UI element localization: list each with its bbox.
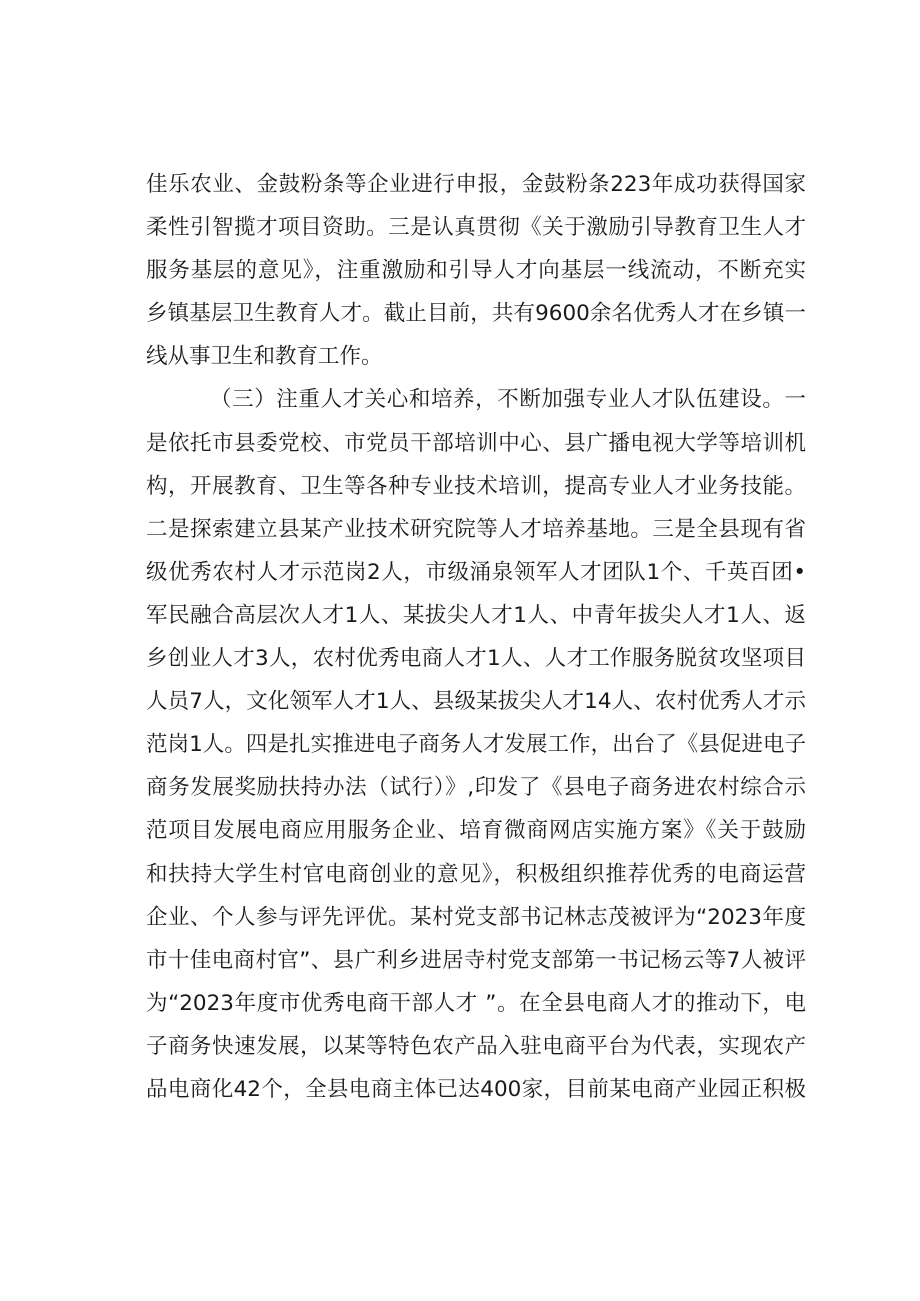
text-line: 子商务快速发展，以某等特色农产品入驻电商平台为代表，实现农产 [146, 1033, 806, 1059]
text-line: 是依托市县委党校、市党员干部培训中心、县广播电视大学等培训机 [146, 430, 806, 456]
text-line: 二是探索建立县某产业技术研究院等人才培养基地。三是全县现有省 [146, 516, 806, 542]
text-line: 佳乐农业、金鼓粉条等企业进行申报，金鼓粉条223年成功获得国家 [146, 172, 806, 197]
text-line: 为“2023年度市优秀电商干部人才 ”。在全县电商人才的推动下，电 [146, 990, 806, 1016]
text-line: 和扶持大学生村官电商创业的意见》，积极组织推荐优秀的电商运营 [146, 861, 806, 887]
text-line: 商务发展奖励扶持办法（试行）》,印发了《县电子商务进农村综合示 [146, 775, 806, 801]
paragraph-2 [146, 378, 806, 1111]
text-line: 人员7人，文化领军人才1人、县级某拔尖人才14人、农村优秀人才示 [146, 689, 806, 715]
text-line: 柔性引智揽才项目资助。三是认真贯彻《关于激励引导教育卫生人才 [146, 215, 806, 241]
text-line: 市十佳电商村官”、县广利乡进居寺村党支部第一书记杨云等7人被评 [146, 947, 806, 973]
text-line: 线从事卫生和教育工作。 [146, 344, 383, 370]
text-line: （三）注重人才关心和培养，不断加强专业人才队伍建设。一 [210, 387, 806, 413]
text-line: 服务基层的意见》，注重激励和引导人才向基层一线流动，不断充实 [146, 258, 806, 284]
text-line: 乡创业人才3人，农村优秀电商人才1人、人才工作服务脱贫攻坚项目 [146, 646, 806, 672]
text-line: 范项目发展电商应用服务企业、培育微商网店实施方案》《关于鼓励 [146, 818, 806, 844]
text-line: 级优秀农村人才示范岗2人，市级涌泉领军人才团队1个、千英百团• [146, 559, 806, 585]
body-text [146, 163, 806, 1111]
paragraph-1 [146, 163, 806, 378]
text-line: 范岗1人。四是扎实推进电子商务人才发展工作，出台了《县促进电子 [146, 732, 806, 758]
text-line: 品电商化42个，全县电商主体已达400家，目前某电商产业园正积极 [146, 1076, 806, 1102]
text-line: 构，开展教育、卫生等各种专业技术培训，提高专业人才业务技能。 [146, 473, 806, 499]
text-line: 军民融合高层次人才1人、某拔尖人才1人、中青年拔尖人才1人、返 [146, 602, 806, 628]
text-line: 企业、个人参与评先评优。某村党支部书记林志茂被评为“2023年度 [146, 904, 806, 930]
text-line: 乡镇基层卫生教育人才。截止目前，共有9600余名优秀人才在乡镇一 [146, 301, 806, 327]
